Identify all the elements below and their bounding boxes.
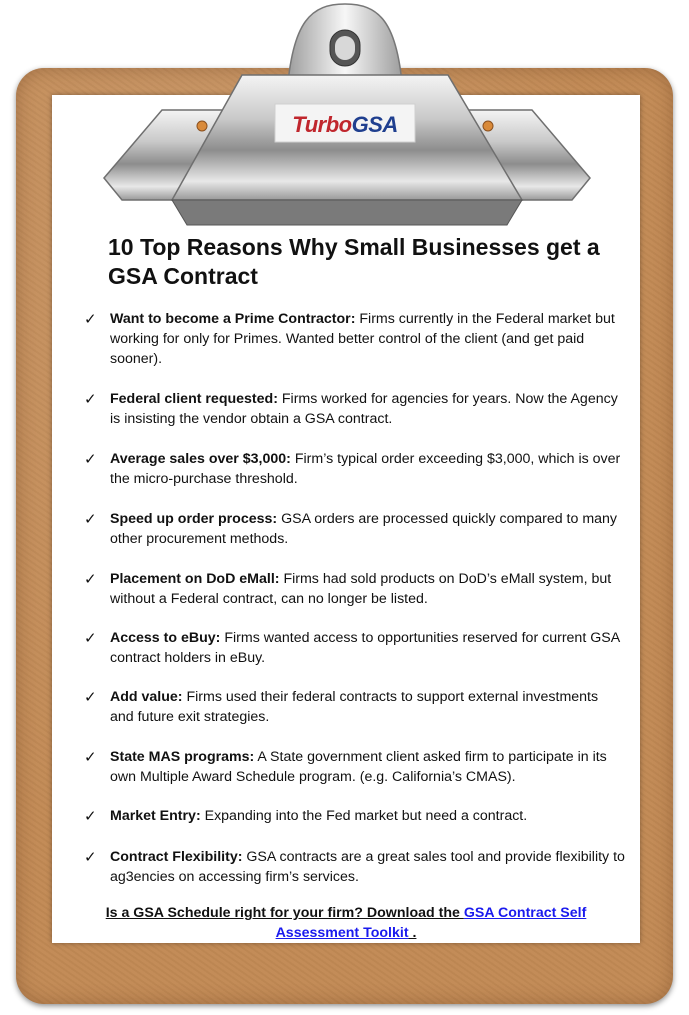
reason-body: GSA orders are processed quickly compared to many other procurement methods. <box>110 511 618 547</box>
reason-heading: Federal client requested: <box>110 391 278 407</box>
reason-heading: Contract Flexibility: <box>110 849 243 865</box>
checkmark-icon: ✓ <box>84 570 97 588</box>
checkmark-icon: ✓ <box>84 807 97 825</box>
checkmark-icon: ✓ <box>84 848 97 866</box>
reason-heading: Average sales over $3,000: <box>110 451 291 467</box>
reason-body: GSA contracts are a great sales tool and provide flexibility to ag3encies on accessing firm’s services. <box>110 849 625 885</box>
reason-body: Firms wanted access to opportunities reserved for current GSA contract holders in eBuy. <box>110 630 620 666</box>
checkmark-icon: ✓ <box>84 390 97 408</box>
reason-heading: Add value: <box>110 689 183 705</box>
checkmark-icon: ✓ <box>84 748 97 766</box>
toolkit-download-link[interactable]: GSA Contract Self Assessment Toolkit <box>275 905 587 941</box>
checkmark-icon: ✓ <box>84 310 97 328</box>
page-title: 10 Top Reasons Why Small Businesses get a GSA Contract <box>108 234 600 289</box>
reason-heading: Speed up order process: <box>110 511 278 527</box>
reason-body: A State government client asked firm to participate in its own Multiple Award Schedule program. (e.g. California’s CMAS). <box>110 749 607 785</box>
turbogsa-logo <box>275 106 415 144</box>
checkmark-icon: ✓ <box>84 688 97 706</box>
reason-heading: Access to eBuy: <box>110 630 221 646</box>
logo-part-gsa: GSA <box>351 112 398 137</box>
reason-heading: Want to become a Prime Contractor: <box>110 311 356 327</box>
reason-body: Firms worked for agencies for years. Now the Agency is insisting the vendor obtain a GSA contract. <box>110 391 618 427</box>
reason-heading: State MAS programs: <box>110 749 255 765</box>
reason-body: Firms had sold products on DoD’s eMall system, but without a Federal contract, can no longer be listed. <box>110 571 612 607</box>
checkmark-icon: ✓ <box>84 450 97 468</box>
reason-body: Firm’s typical order exceeding $3,000, which is over the micro-purchase threshold. <box>110 451 621 487</box>
reason-body: Firms used their federal contracts to support external investments and future exit strategies. <box>110 689 599 725</box>
download-callout <box>70 903 622 943</box>
reason-heading: Market Entry: <box>110 808 201 824</box>
cta-end: . <box>408 925 417 941</box>
logo-part-turbo: Turbo <box>292 112 352 137</box>
checkmark-icon: ✓ <box>84 629 97 647</box>
cta-text: Is a GSA Schedule right for your firm? Download the <box>105 905 464 921</box>
reason-body: Firms currently in the Federal market but working for only for Primes. Wanted better control of the client (and get paid sooner). <box>110 311 615 367</box>
reason-body: Expanding into the Fed market but need a contract. <box>200 808 528 824</box>
checkmark-icon: ✓ <box>84 510 97 528</box>
reason-heading: Placement on DoD eMall: <box>110 571 280 587</box>
